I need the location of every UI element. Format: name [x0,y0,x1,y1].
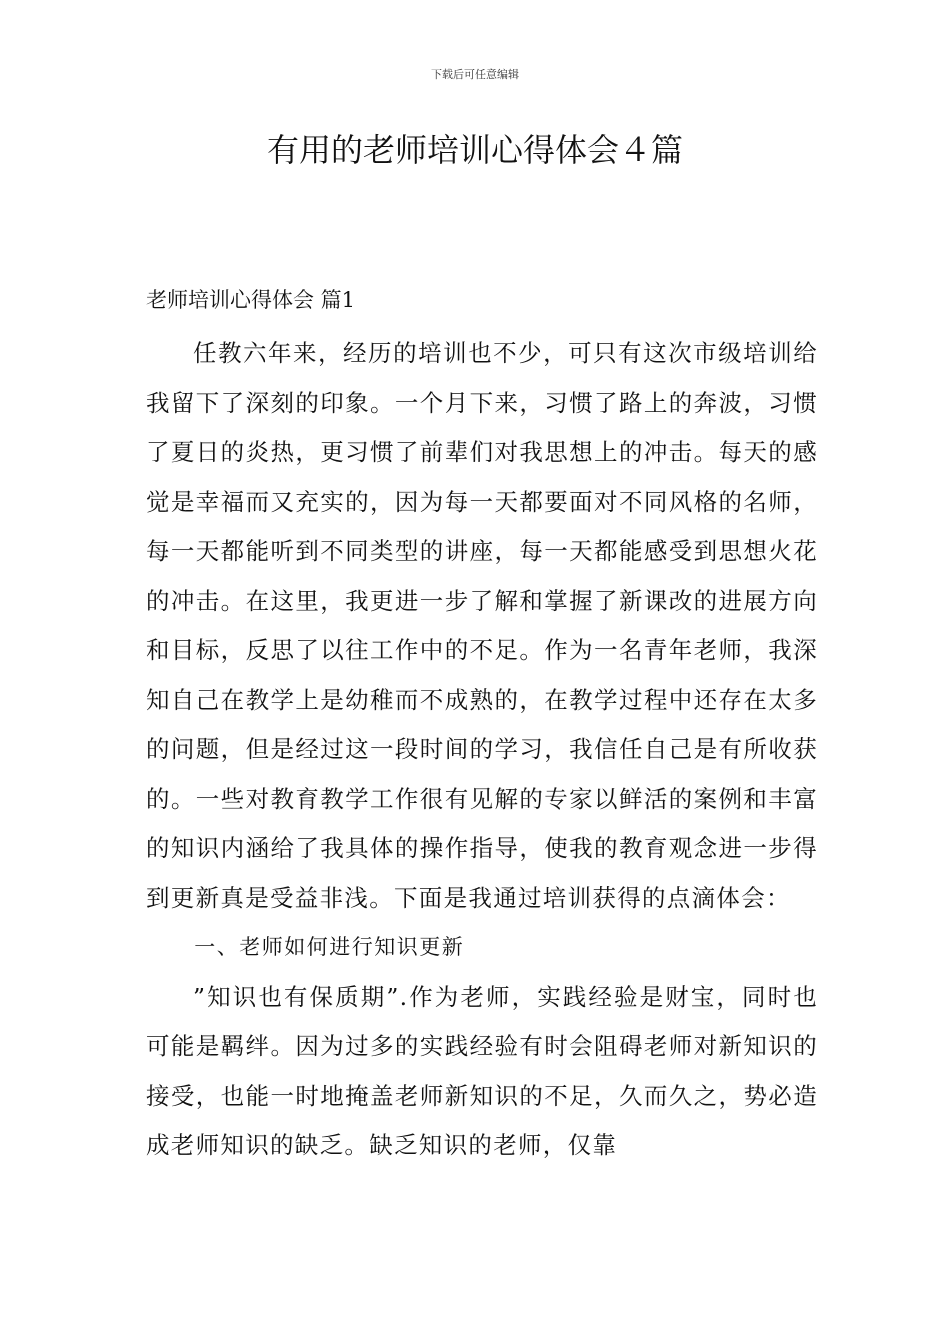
paragraph: 任教六年来，经历的培训也不少，可只有这次市级培训给我留下了深刻的印象。一个月下来，习惯了路上的奔波，习惯了夏日的炎热，更习惯了前辈们对我思想上的冲击。每天的感觉是幸福而又充实的，因为每一天都要面对不同风格的名师，每一天都能听到不同类型的讲座，每一天都能感受到思想火花的冲击。在这里，我更进一步了解和掌握了新课改的进展方向和目标，反思了以往工作中的不足。作为一名青年老师，我深知自己在教学上是幼稚而不成熟的，在教学过程中还存在太多的问题，但是经过这一段时间的学习，我信任自己是有所收获的。一些对教育教学工作很有见解的专家以鲜活的案例和丰富的知识内涵给了我具体的操作指导，使我的教育观念进一步得到更新真是受益非浅。下面是我通过培训获得的点滴体会： [146,339,818,912]
document-body [146,329,818,1171]
header-note: 下载后可任意编辑 [431,68,519,81]
document-title: 有用的老师培训心得体会４篇 [266,131,683,169]
paragraph: ”知识也有保质期”.作为老师，实践经验是财宝，同时也可能是羁绊。因为过多的实践经验有时会阻碍老师对新知识的接受，也能一时地掩盖老师新知识的不足，久而久之，势必造成老师知识的缺乏。缺乏知识的老师，仅靠 [146,982,818,1159]
subheading-paragraph: 一、老师如何进行知识更新 [194,935,465,959]
section-heading: 老师培训心得体会 篇1 [146,288,356,312]
